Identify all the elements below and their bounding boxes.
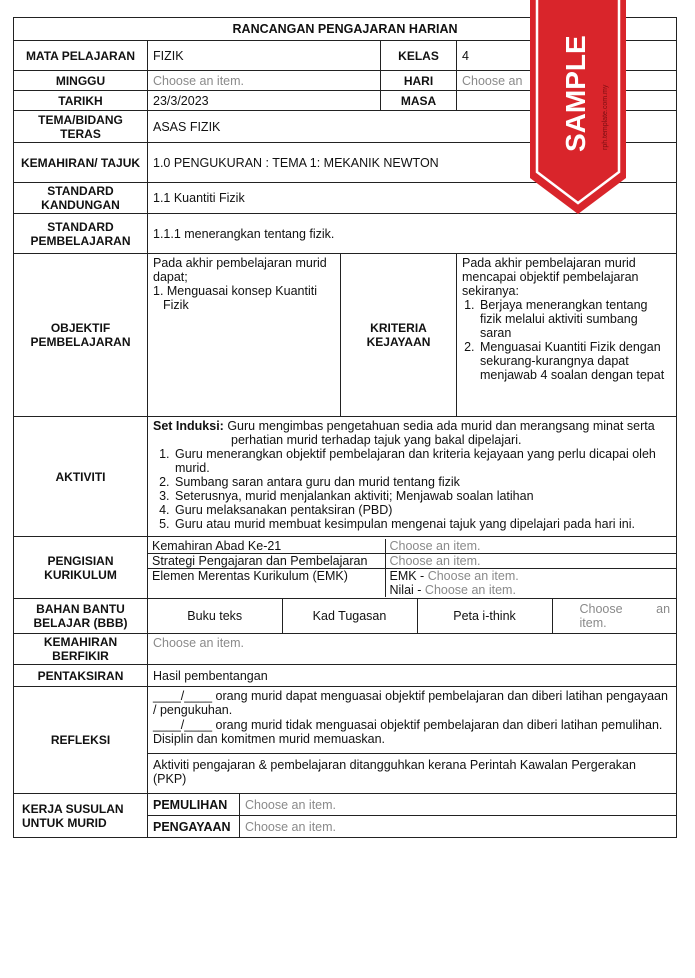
label-pengayaan: PENGAYAAN bbox=[148, 816, 240, 838]
aktiviti-item: 3. Seterusnya, murid menjalankan aktiviti; Menjawab soalan latihan bbox=[173, 489, 671, 503]
strategi-label: Strategi Pengajaran dan Pembelajaran bbox=[148, 553, 385, 568]
bbb-buku-teks[interactable]: Buku teks bbox=[148, 599, 282, 633]
sample-ribbon bbox=[530, 0, 626, 214]
label-refleksi: REFLEKSI bbox=[14, 687, 148, 794]
sample-ribbon-text: SAMPLE bbox=[560, 35, 591, 152]
label-tarikh: TARIKH bbox=[14, 91, 148, 111]
emk-values bbox=[385, 568, 676, 597]
label-pemulihan: PEMULIHAN bbox=[148, 794, 240, 816]
label-pengisian-kurikulum: PENGISIAN KURIKULUM bbox=[14, 537, 148, 599]
bbb-dropdown[interactable]: Choose an item. bbox=[579, 602, 671, 630]
label-standard-pembelajaran: STANDARD PEMBELAJARAN bbox=[14, 214, 148, 254]
pengayaan-dropdown[interactable]: Choose an item. bbox=[240, 816, 677, 838]
aktiviti-item: 5. Guru atau murid membuat kesimpulan mengenai tajuk yang dipelajari pada hari ini. bbox=[173, 517, 671, 531]
label-tema: TEMA/BIDANG TERAS bbox=[14, 111, 148, 143]
label-kemahiran-tajuk: KEMAHIRAN/ TAJUK bbox=[14, 143, 148, 183]
refleksi-content[interactable] bbox=[148, 687, 677, 754]
emk-prefix: EMK - bbox=[389, 568, 428, 583]
label-mata-pelajaran: MATA PELAJARAN bbox=[14, 41, 148, 71]
label-kelas: KELAS bbox=[381, 41, 457, 71]
pengisian-content bbox=[148, 537, 677, 599]
bbb-peta-ithink[interactable]: Peta i-think bbox=[417, 599, 552, 633]
document-title: RANCANGAN PENGAJARAN HARIAN bbox=[14, 18, 677, 41]
kriteria-text[interactable] bbox=[457, 254, 677, 417]
refleksi-line1: ____/____ orang murid dapat menguasai objektif pembelajaran dan diberi latihan pengayaan / pengukuhan. bbox=[153, 689, 668, 717]
kemahiran-berfikir-dropdown[interactable]: Choose an item. bbox=[148, 634, 677, 665]
value-standard-pembelajaran[interactable]: 1.1.1 menerangkan tentang fizik. bbox=[148, 214, 677, 254]
label-kriteria-kejayaan: KRITERIA KEJAYAAN bbox=[341, 254, 457, 417]
label-aktiviti: AKTIVITI bbox=[14, 417, 148, 537]
value-kelas[interactable]: 4 bbox=[457, 41, 677, 71]
kemahiran-abad-dropdown[interactable]: Choose an item. bbox=[385, 539, 676, 554]
nilai-prefix: Nilai - bbox=[389, 582, 425, 597]
kriteria-item: 2. Menguasai Kuantiti Fizik dengan sekurang-kurangnya dapat menjawab 4 soalan dengan tepat bbox=[478, 340, 671, 382]
refleksi-line2: ____/____ orang murid tidak menguasai objektif pembelajaran dan diberi latihan pemulihan. Disiplin dan komitmen murid memuaskan. bbox=[153, 718, 663, 746]
label-kemahiran-berfikir: KEMAHIRAN BERFIKIR bbox=[14, 634, 148, 665]
value-tema[interactable]: ASAS FIZIK bbox=[148, 111, 677, 143]
value-tarikh[interactable]: 23/3/2023 bbox=[148, 91, 381, 111]
emk-dropdown[interactable]: Choose an item. bbox=[427, 568, 519, 583]
objektif-text[interactable] bbox=[148, 254, 341, 417]
kriteria-item: 1. Berjaya menerangkan tentang fizik melalui aktiviti sumbang saran bbox=[478, 298, 671, 340]
label-pentaksiran: PENTAKSIRAN bbox=[14, 665, 148, 687]
aktiviti-content[interactable] bbox=[148, 417, 677, 537]
set-induksi-label: Set Induksi: bbox=[153, 419, 224, 433]
set-induksi-text: Guru mengimbas pengetahuan sedia ada murid dan merangsang minat serta perhatian murid terhadap tajuk yang bakal dipelajari. bbox=[227, 419, 655, 447]
label-hari: HARI bbox=[381, 71, 457, 91]
hari-dropdown[interactable]: Choose an bbox=[457, 71, 677, 91]
value-pentaksiran[interactable]: Hasil pembentangan bbox=[148, 665, 677, 687]
emk-label: Elemen Merentas Kurikulum (EMK) bbox=[148, 568, 385, 597]
objektif-item: 1. Menguasai konsep Kuantiti Fizik bbox=[153, 284, 317, 312]
label-masa: MASA bbox=[381, 91, 457, 111]
value-kemahiran-tajuk[interactable]: 1.0 PENGUKURAN : TEMA 1: MEKANIK NEWTON bbox=[148, 143, 677, 183]
kriteria-intro: Pada akhir pembelajaran murid mencapai objektif pembelajaran sekiranya: bbox=[462, 256, 639, 298]
bbb-kad-tugasan[interactable]: Kad Tugasan bbox=[282, 599, 417, 633]
aktiviti-item: 1. Guru menerangkan objektif pembelajaran dan kriteria kejayaan yang perlu dicapai oleh murid. bbox=[173, 447, 671, 475]
value-standard-kandungan[interactable]: 1.1 Kuantiti Fizik bbox=[148, 183, 677, 214]
label-kerja-susulan: KERJA SUSULAN UNTUK MURID bbox=[14, 794, 148, 838]
aktiviti-item: 2. Sumbang saran antara guru dan murid tentang fizik bbox=[173, 475, 671, 489]
objektif-intro: Pada akhir pembelajaran murid dapat; bbox=[153, 256, 327, 284]
label-objektif: OBJEKTIF PEMBELAJARAN bbox=[14, 254, 148, 417]
label-bbb: BAHAN BANTU BELAJAR (BBB) bbox=[14, 599, 148, 634]
refleksi-pkp[interactable]: Aktiviti pengajaran & pembelajaran ditangguhkan kerana Perintah Kawalan Pergerakan (PKP) bbox=[148, 754, 677, 794]
kemahiran-abad-label: Kemahiran Abad Ke-21 bbox=[148, 539, 385, 554]
nilai-dropdown[interactable]: Choose an item. bbox=[424, 582, 516, 597]
label-minggu: MINGGU bbox=[14, 71, 148, 91]
label-standard-kandungan: STANDARD KANDUNGAN bbox=[14, 183, 148, 214]
minggu-dropdown[interactable]: Choose an item. bbox=[148, 71, 381, 91]
sample-ribbon-watermark: rph.template.com.my bbox=[602, 84, 609, 150]
pemulihan-dropdown[interactable]: Choose an item. bbox=[240, 794, 677, 816]
value-mata-pelajaran[interactable]: FIZIK bbox=[148, 41, 381, 71]
strategi-dropdown[interactable]: Choose an item. bbox=[385, 553, 676, 568]
bbb-content bbox=[148, 599, 677, 634]
aktiviti-item: 4. Guru melaksanakan pentaksiran (PBD) bbox=[173, 503, 671, 517]
